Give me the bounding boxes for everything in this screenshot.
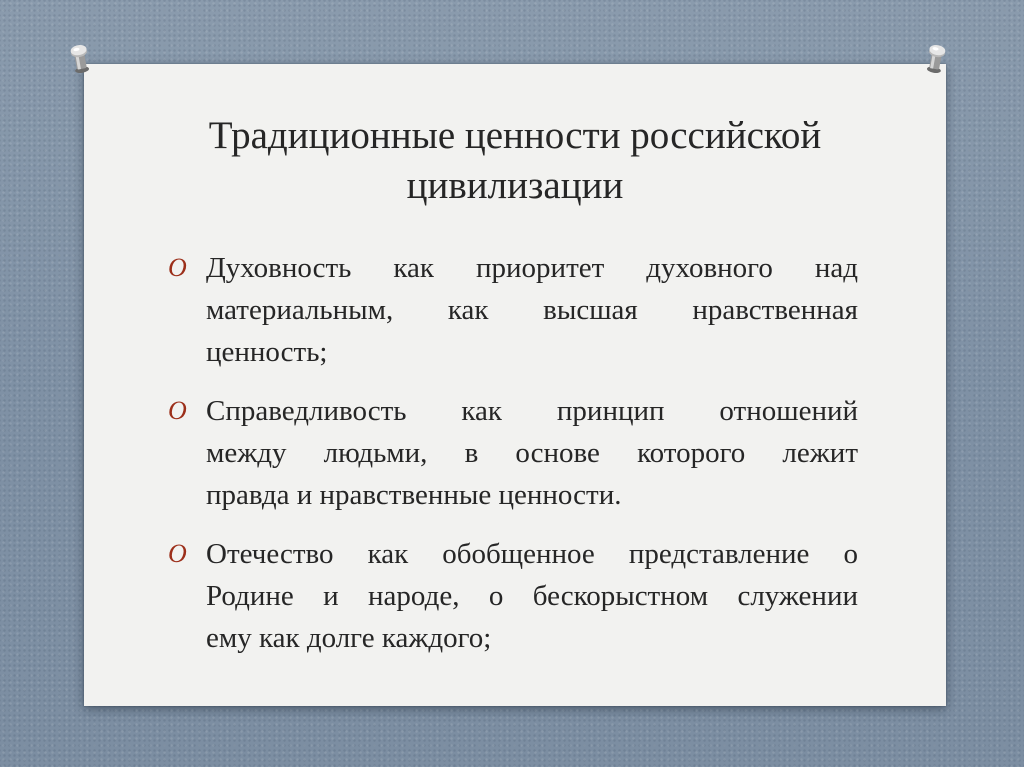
bullet-line: правда и нравственные ценности. xyxy=(206,479,622,511)
bullet-line: Отечество как обобщенное представление о xyxy=(206,538,858,570)
bullet-item xyxy=(168,390,858,516)
slide-title-line: Традиционные ценности российской xyxy=(208,114,822,157)
bullet-line: материальным, как высшая нравственная xyxy=(206,294,858,326)
bullet-item xyxy=(168,533,858,659)
slide-title xyxy=(84,111,946,211)
bullet-list xyxy=(168,247,858,676)
bullet-line: между людьми, в основе которого лежит xyxy=(206,437,858,469)
bullet-line: ценность; xyxy=(206,336,328,368)
bullet-line: ему как долге каждого; xyxy=(206,622,492,654)
bullet-marker-icon: O xyxy=(168,396,187,425)
bullet-marker-icon: O xyxy=(168,253,187,282)
pushpin-icon xyxy=(67,41,92,76)
bullet-line: Духовность как приоритет духовного над xyxy=(206,252,858,284)
bullet-line: Родине и народе, о бескорыстном служении xyxy=(206,580,858,612)
bullet-item xyxy=(168,247,858,373)
slide-title-line: цивилизации xyxy=(406,164,624,207)
bullet-line: Справедливость как принцип отношений xyxy=(206,395,858,427)
bullet-marker-icon: O xyxy=(168,539,187,568)
